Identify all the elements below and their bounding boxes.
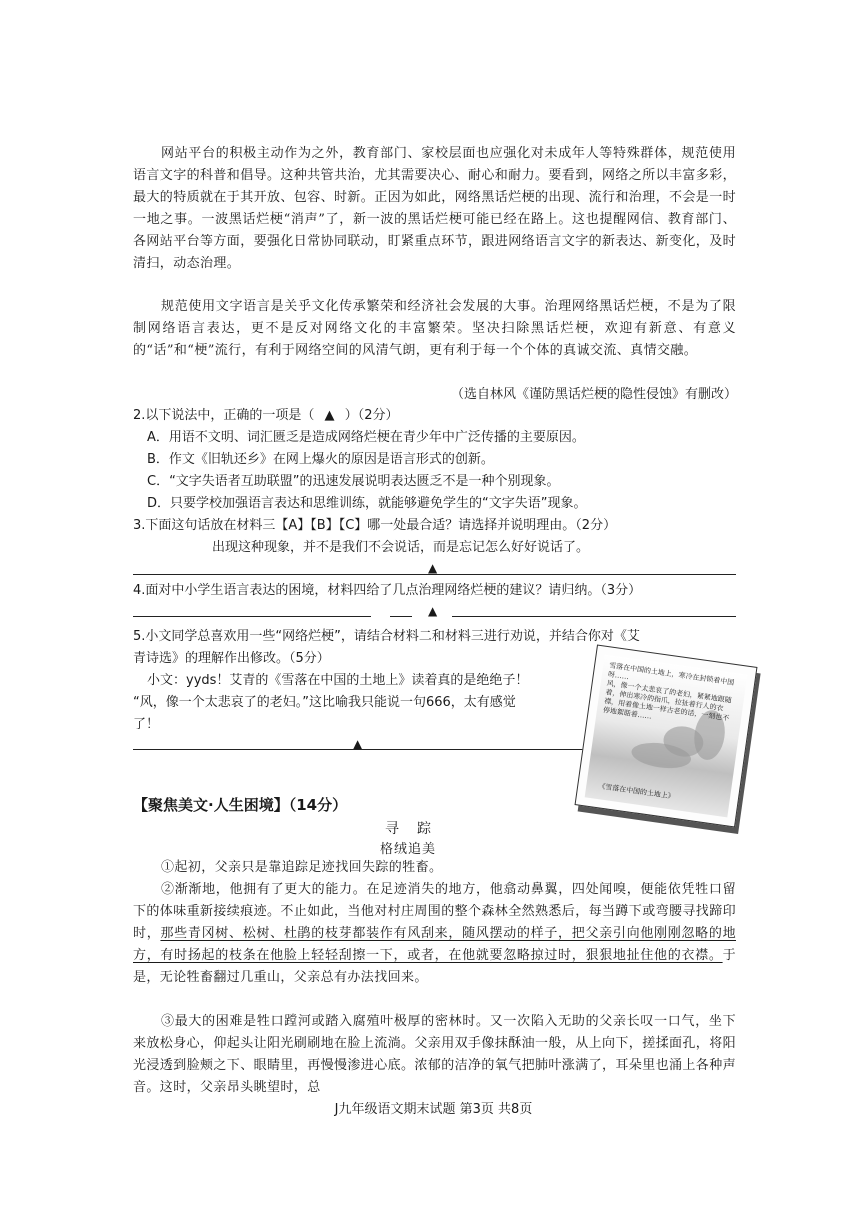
article-author: 格绒追美 <box>380 842 437 857</box>
answer-line <box>133 616 371 617</box>
answer-blank-triangle: ▲ <box>353 737 363 751</box>
answer-line <box>133 574 736 575</box>
question-4-stem: 4.面对中小学生语言表达的困境，材料四给了几点治理网络烂梗的建议？请归纳。（3分） <box>133 583 642 598</box>
quote-line: 了！ <box>133 717 160 732</box>
quote-line: “风，像一个太悲哀了的老妇。”这比喻我只能说一句666，太有感觉 <box>133 695 516 710</box>
book-illustration <box>575 645 758 828</box>
book-caption: 《雪落在中国的土地上》 <box>597 782 676 801</box>
answer-blank-triangle: ▲ <box>428 561 438 575</box>
quote-line: 小文：yyds！艾青的《雪落在中国的土地上》读着真的是绝绝子！ <box>147 673 529 688</box>
story-paragraph: ③最大的困难是牲口蹚河或踏入腐殖叶极厚的密林时。又一次陷入无助的父亲长叹一口气，坐下来放松身心，仰起头让阳光刷刷地在脸上流淌。父亲用双手像抹酥油一般，从上向下，搓揉面孔，将阳光浸透到脸颊之下、眼睛里，再慢慢渗进心底。浓郁的洁净的氧气把肺叶涨满了，耳朵里也涌上各种声音。这时，父亲昂头眺望时，总 <box>133 1014 737 1095</box>
answer-blank-triangle: ▲ <box>324 408 335 423</box>
story-paragraph: ①起初，父亲只是靠追踪足迹找回失踪的牲畜。 <box>161 860 443 875</box>
answer-blank-triangle: ▲ <box>428 604 438 618</box>
answer-line <box>452 616 736 617</box>
story-paragraph: ②渐渐地，他拥有了更大的能力。在足迹消失的地方，他翕动鼻翼，四处闻嗅，便能依凭牲口留下的体味重新接续痕迹。不止如此，当他对村庄周围的整个森林全然熟悉后，每当蹲下或弯腰寻找蹄印时，那些青冈树、松树、杜鹃的枝芽都装作有风刮来，随风摆动的样子，把父亲引向他刚刚忽略的地方，有时扬起的枝条在他脸上轻轻刮擦一下，或者，在他就要忽略掠过时，狠狠地扯住他的衣襟。于是，无论牲畜翻过几重山，父亲总有办法找回来。 <box>133 882 737 985</box>
question-5-stem: 5.小文同学总喜欢用一些“网络烂梗”，请结合材料二和材料三进行劝说，并结合你对《艾 <box>133 629 640 644</box>
material-source: （选自林风《谨防黑话烂梗的隐性侵蚀》有删改） <box>450 387 737 402</box>
underlined-sentence: 那些青冈树、松树、杜鹃的枝芽都装作有风刮来，随风摆动的样子，把父亲引向他刚刚忽略的地方，有时扬起的枝条在他脸上轻轻刮擦一下，或者，在他就要忽略掠过时，狠狠地扯住他的衣襟。 <box>133 926 736 963</box>
option-c: C．“文字失语者互助联盟”的迅速发展说明表达匮乏不是一种个别现象。 <box>147 474 560 489</box>
option-a: A．用语不文明、词汇匮乏是造成网络烂梗在青少年中广泛传播的主要原因。 <box>147 430 585 445</box>
question-3-sentence: 出现这种现象，并不是我们不会说话，而是忘记怎么好好说话了。 <box>212 540 590 555</box>
article-title: 寻踪 <box>385 821 449 837</box>
material-paragraph: 网站平台的积极主动作为之外，教育部门、家校层面也应强化对未成年人等特殊群体，规范使用语言文字的科普和倡导。这种共管共治，尤其需要决心、耐心和耐力。要看到，网络之所以丰富多彩，最大的特质就在于其开放、包容、时新。正因为如此，网络黑话烂梗的出现、流行和治理，不会是一时一地之事。一波黑话烂梗“消声”了，新一波的黑话烂梗可能已经在路上。这也提醒网信、教育部门、各网站平台等方面，要强化日常协同联动，盯紧重点环节，跟进网络语言文字的新表达、新变化，及时清扫，动态治理。 <box>133 146 737 271</box>
book-poem-text: 雪落在中国的土地上，寒冷在封锁着中国呀…… 风，像一个太悲哀了的老妇，紧紧地跟随着，伸出寒冷的指爪，拉扯着行人的衣襟，用着像土地一样古老的话，一刻也不停地絮聒着…… <box>602 661 735 723</box>
answer-line <box>133 749 585 750</box>
section-heading: 【聚焦美文·人生困境】（14分） <box>133 796 348 814</box>
book-cover <box>585 655 748 818</box>
option-b: B．作文《旧轨还乡》在网上爆火的原因是语言形式的创新。 <box>147 452 494 467</box>
answer-line <box>390 616 412 617</box>
material-paragraph: 规范使用文字语言是关乎文化传承繁荣和经济社会发展的大事。治理网络黑话烂梗，不是为了限制网络语言表达，更不是反对网络文化的丰富繁荣。坚决扫除黑话烂梗，欢迎有新意、有意义的“话”和“梗”流行，有利于网络空间的风清气朗，更有利于每一个个体的真诚交流、真情交融。 <box>133 299 736 358</box>
question-5-stem-cont: 青诗选》的理解作出修改。（5分） <box>133 651 330 666</box>
question-2-stem: 2.以下说法中，正确的一项是（ ▲ ）（2分） <box>133 408 399 423</box>
option-d: D．只要学校加强语言表达和思维训练，就能够避免学生的“文字失语”现象。 <box>147 496 587 511</box>
page-footer: J九年级语文期末试题 第3页 共8页 <box>334 1102 533 1117</box>
question-3-stem: 3.下面这句话放在材料三【A】【B】【C】哪一处最合适？请选择并说明理由。（2分） <box>133 518 617 533</box>
